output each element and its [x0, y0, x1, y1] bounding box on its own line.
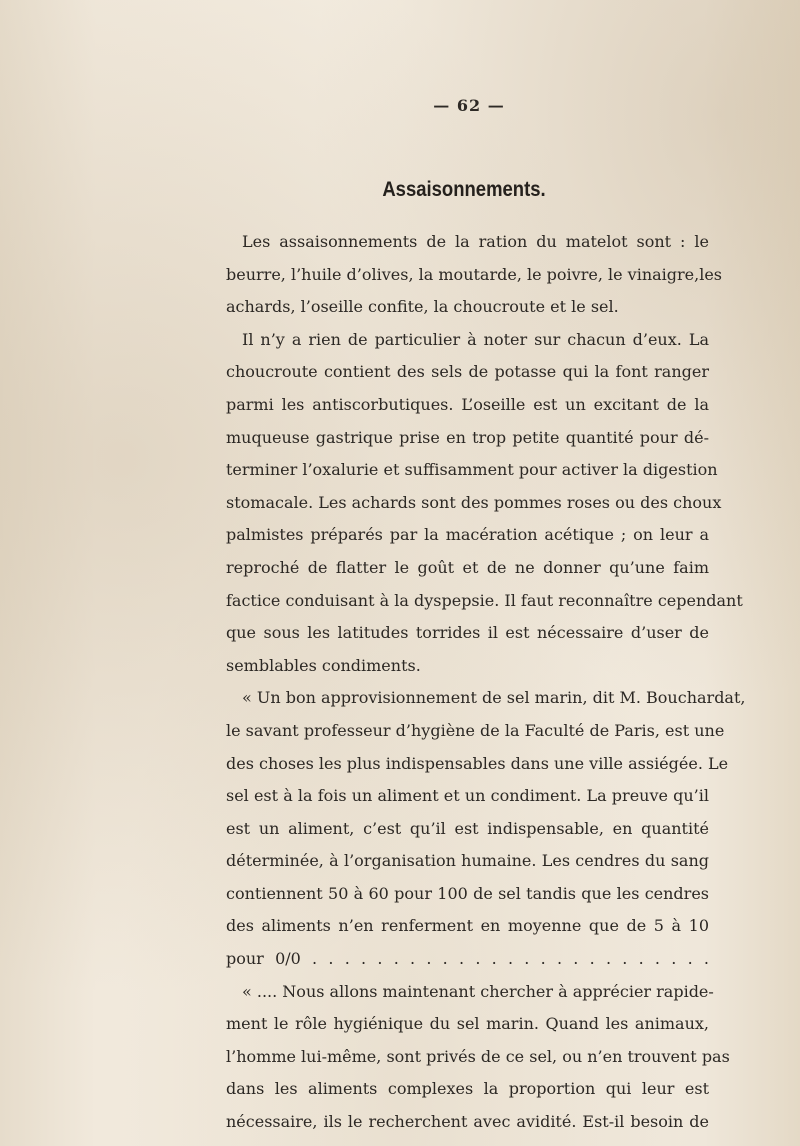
- body-text: [226, 226, 746, 1139]
- text-line: « .... Nous allons maintenant chercher à apprécier rapide-: [242, 981, 714, 1001]
- text-line: parmi les antiscorbutiques. L’oseille est un excitant de la: [226, 394, 709, 414]
- text-line: palmistes préparés par la macération acétique ; on leur a: [226, 525, 709, 545]
- text-line: semblables condiments.: [226, 655, 421, 675]
- text-line: que sous les latitudes torrides il est nécessaire d’user de: [226, 623, 709, 643]
- text-line: muqueuse gastrique prise en trop petite quantité pour dé-: [226, 427, 709, 447]
- text-line: est un aliment, c’est qu’il est indispensable, en quantité: [226, 818, 709, 838]
- text-line: stomacale. Les achards sont des pommes roses ou des choux: [226, 492, 722, 512]
- text-line: l’homme lui-même, sont privés de ce sel, ou n’en trouvent pas: [226, 1046, 730, 1066]
- text-line: pour 0/0 . . . . . . . . . . . . . . . . . . . . . . . . .: [226, 949, 709, 969]
- text-line: des choses les plus indispensables dans une ville assiégée. Le: [226, 753, 729, 773]
- text-line: beurre, l’huile d’olives, la moutarde, le poivre, le vinaigre,les: [226, 264, 723, 284]
- text-line: achards, l’oseille confite, la choucroute et le sel.: [226, 297, 619, 317]
- section-heading: Assaisonnements.: [382, 178, 546, 201]
- text-line: choucroute contient des sels de potasse qui la font ranger: [226, 362, 709, 382]
- text-line: le savant professeur d’hygiène de la Faculté de Paris, est une: [226, 720, 725, 740]
- text-line: factice conduisant à la dyspepsie. Il faut reconnaître cependant: [226, 590, 743, 610]
- text-line: Il n’y a rien de particulier à noter sur chacun d’eux. La: [242, 329, 709, 349]
- text-line: terminer l’oxalurie et suffisamment pour activer la digestion: [226, 460, 718, 480]
- text-line: ment le rôle hygiénique du sel marin. Quand les animaux,: [226, 1014, 709, 1034]
- text-line: dans les aliments complexes la proportion qui leur est: [226, 1079, 709, 1099]
- text-line: nécessaire, ils le recherchent avec avidité. Est-il besoin de: [226, 1112, 709, 1132]
- text-line: « Un bon approvisionnement de sel marin, dit M. Bouchardat,: [242, 688, 746, 708]
- text-line: contiennent 50 à 60 pour 100 de sel tandis que les cendres: [226, 883, 709, 903]
- text-line: déterminée, à l’organisation humaine. Les cendres du sang: [226, 851, 709, 871]
- page-number: — 62 —: [433, 96, 505, 115]
- text-line: des aliments n’en renferment en moyenne que de 5 à 10: [226, 916, 709, 936]
- text-line: sel est à la fois un aliment et un condiment. La preuve qu’il: [226, 786, 709, 806]
- text-line: Les assaisonnements de la ration du matelot sont : le: [242, 232, 709, 251]
- text-line: reproché de flatter le goût et de ne donner qu’une faim: [226, 557, 709, 577]
